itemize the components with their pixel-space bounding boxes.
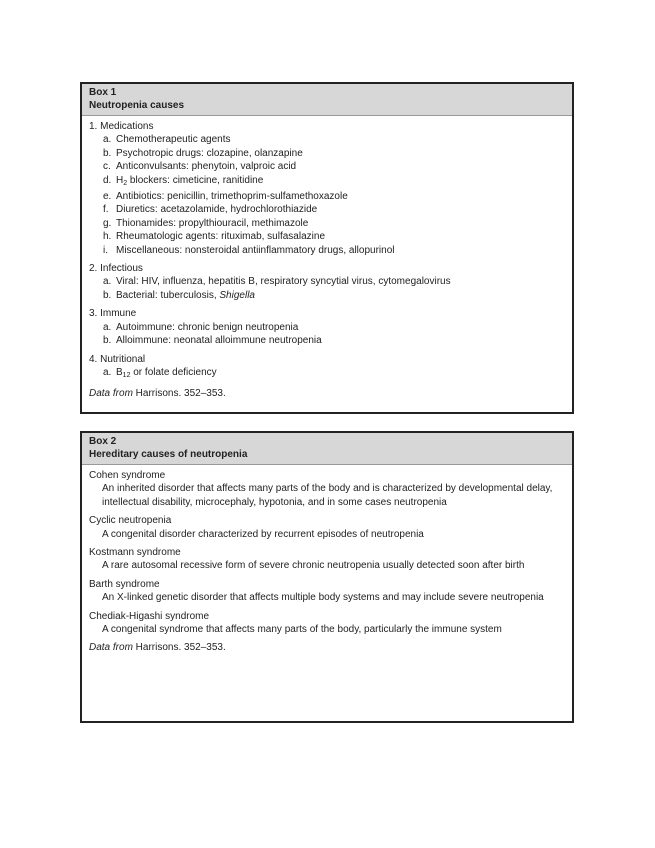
cause-item-letter: c. — [103, 161, 111, 173]
cause-item-letter: b. — [103, 335, 112, 347]
box-1-title: Neutropenia causes — [89, 100, 185, 111]
cause-item-text: Alloimmune: neonatal alloimmune neutropenia — [116, 335, 322, 347]
cause-item-letter: d. — [103, 174, 112, 186]
cause-section-heading: 4. Nutritional — [89, 353, 146, 365]
cause-item — [89, 160, 565, 173]
cause-item — [89, 217, 565, 230]
condition — [89, 514, 565, 541]
cause-item-text: Thionamides: propylthiouracil, methimazole — [116, 217, 309, 229]
cause-item-letter: b. — [103, 147, 112, 159]
cause-item-text: Miscellaneous: nonsteroidal antiinflammatory drugs, allopurinol — [116, 244, 395, 256]
cause-item-letter: f. — [103, 204, 109, 216]
cause-item — [89, 230, 565, 243]
cause-item-letter: a. — [103, 366, 112, 378]
cause-section-heading: 2. Infectious — [89, 263, 143, 275]
condition — [89, 469, 565, 509]
cause-item — [89, 147, 565, 160]
source-text: Harrisons. 352–353. — [132, 642, 226, 654]
source-prefix: Data from — [89, 388, 133, 400]
box-2-title: Hereditary causes of neutropenia — [89, 449, 248, 460]
cause-item — [89, 133, 565, 146]
condition — [89, 610, 565, 637]
cause-item — [89, 244, 565, 257]
condition-description: A rare autosomal recessive form of severe chronic neutropenia usually detected soon after birth — [102, 560, 525, 572]
cause-item-text: Chemotherapeutic agents — [116, 134, 231, 146]
condition — [89, 578, 565, 605]
cause-item-subscript: 2 — [123, 179, 128, 187]
cause-item-letter: e. — [103, 191, 112, 203]
condition-name: Kostmann syndrome — [89, 547, 181, 559]
cause-item-letter: a. — [103, 276, 112, 288]
cause-item — [89, 190, 565, 203]
box-2-source — [89, 641, 565, 654]
cause-section — [89, 307, 565, 347]
condition-name: Chediak-Higashi syndrome — [89, 610, 210, 622]
cause-section-heading: 3. Immune — [89, 308, 137, 320]
box-1-body — [82, 116, 572, 401]
cause-item-letter: h. — [103, 231, 112, 243]
cause-item-text: Autoimmune: chronic benign neutropenia — [116, 321, 299, 333]
box-1-header — [82, 84, 572, 116]
cause-item-text: Psychotropic drugs: clozapine, olanzapine — [116, 147, 303, 159]
cause-section — [89, 353, 565, 383]
cause-item-italic: Shigella — [219, 289, 255, 301]
box-1-number: Box 1 — [89, 87, 117, 98]
cause-section — [89, 120, 565, 257]
condition-description: An inherited disorder that affects many parts of the body and is characterized by developmental delay, intellectual disability, microcephaly, hypotonia, and in some cases neutropenia — [102, 483, 553, 508]
cause-item-letter: a. — [103, 134, 112, 146]
cause-section — [89, 262, 565, 302]
box-2-header — [82, 433, 572, 465]
cause-item-text: H — [116, 174, 124, 186]
cause-item-text-rest: blockers: cimeticine, ranitidine — [127, 174, 264, 186]
cause-item-letter: g. — [103, 217, 112, 229]
cause-item-subscript: 12 — [122, 371, 131, 379]
cause-item-letter: a. — [103, 321, 112, 333]
cause-item — [89, 275, 565, 288]
cause-item-text: Bacterial: tuberculosis, — [116, 289, 220, 301]
cause-section-heading: 1. Medications — [89, 121, 154, 132]
box-2-body — [82, 465, 572, 655]
cause-item — [89, 289, 565, 302]
cause-item-letter: b. — [103, 289, 112, 301]
box-2-number: Box 2 — [89, 436, 117, 447]
cause-item-letter: i. — [103, 244, 108, 256]
cause-item — [89, 174, 565, 190]
cause-item-text: Rheumatologic agents: rituximab, sulfasalazine — [116, 231, 325, 243]
cause-item-text: Antibiotics: penicillin, trimethoprim-sulfamethoxazole — [116, 191, 348, 203]
condition — [89, 546, 565, 573]
cause-item-text: Diuretics: acetazolamide, hydrochlorothiazide — [116, 204, 318, 216]
condition-name: Cohen syndrome — [89, 470, 166, 481]
box-2 — [80, 431, 574, 723]
condition-description: An X-linked genetic disorder that affects multiple body systems and may include severe neutropenia — [102, 592, 544, 604]
box-1-source — [89, 387, 565, 400]
condition-name: Barth syndrome — [89, 578, 160, 590]
condition-description: A congenital syndrome that affects many parts of the body, particularly the immune system — [102, 624, 502, 636]
cause-item — [89, 334, 565, 347]
cause-item — [89, 366, 565, 382]
condition-name: Cyclic neutropenia — [89, 515, 172, 527]
source-prefix: Data from — [89, 642, 133, 654]
cause-item-text: B — [116, 366, 123, 378]
source-text: Harrisons. 352–353. — [132, 388, 226, 400]
cause-item — [89, 321, 565, 334]
cause-item — [89, 203, 565, 216]
cause-item-text: Viral: HIV, influenza, hepatitis B, respiratory syncytial virus, cytomegalovirus — [116, 276, 451, 288]
box-1 — [80, 82, 574, 414]
cause-item-text: Anticonvulsants: phenytoin, valproic acid — [116, 161, 297, 173]
cause-item-text-rest: or folate deficiency — [130, 366, 217, 378]
condition-description: A congenital disorder characterized by recurrent episodes of neutropenia — [102, 528, 424, 540]
